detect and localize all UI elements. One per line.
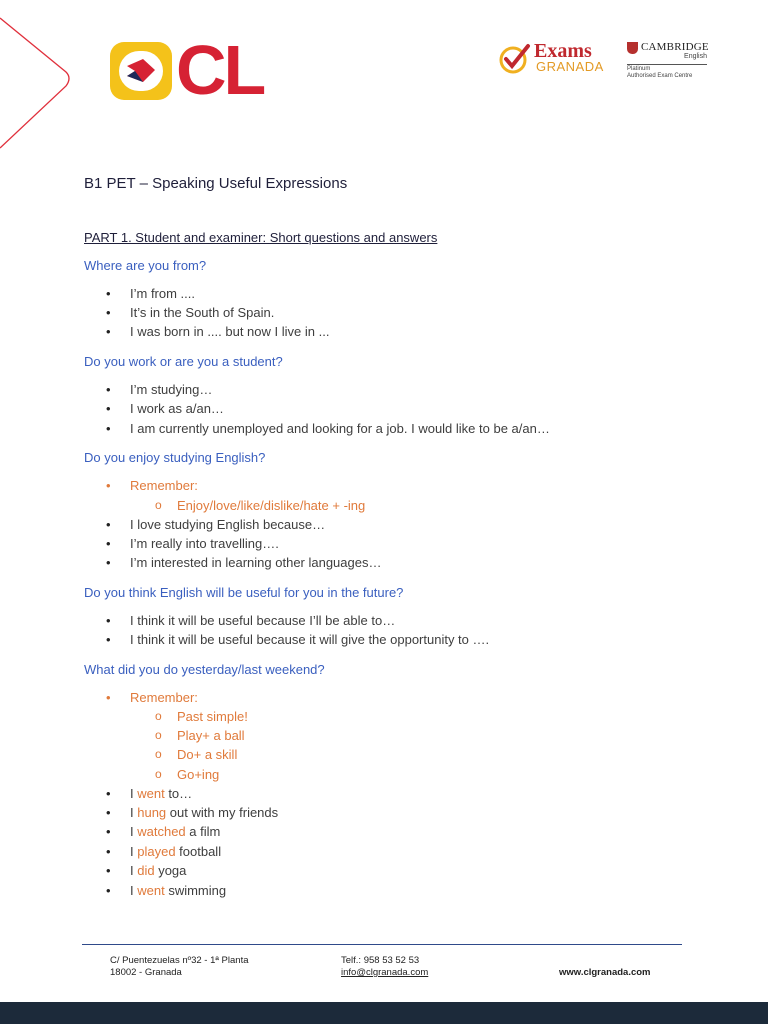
exams-text: Exams [534, 40, 592, 62]
question-heading: Do you enjoy studying English? [84, 450, 266, 465]
list-item: • I did yoga [130, 863, 186, 879]
list-item: • I am currently unemployed and looking for a job. I would like to be a/an… [130, 421, 550, 437]
list-item: • I think it will be useful because I’ll be able to… [130, 613, 395, 629]
list-item: • I work as a/an… [130, 401, 224, 417]
list-item: • I think it will be useful because it will give the opportunity to …. [130, 632, 489, 648]
question-heading: Do you work or are you a student? [84, 354, 283, 369]
remember-subitem: o Do+ a skill [177, 747, 237, 763]
bottom-bar [0, 1002, 768, 1024]
cambridge-english-text: English [684, 53, 707, 60]
list-item: • I’m interested in learning other languages… [130, 555, 381, 571]
granada-text: GRANADA [536, 59, 604, 74]
question-heading: What did you do yesterday/last weekend? [84, 662, 325, 677]
list-item: • I played football [130, 844, 221, 860]
list-item: • I’m from .... [130, 286, 195, 302]
remember-item: • Remember: [130, 690, 198, 706]
footer-divider [82, 944, 682, 945]
verb-highlight: went [137, 883, 165, 898]
part-title: PART 1. Student and examiner: Short questions and answers [84, 230, 438, 245]
list-item: • I went to… [130, 786, 192, 802]
list-item: • I’m studying… [130, 382, 212, 398]
verb-highlight: played [137, 844, 176, 859]
cambridge-centre-text: Authorised Exam Centre [627, 73, 693, 79]
verb-highlight: did [137, 863, 155, 878]
cambridge-text: CAMBRIDGE [641, 41, 709, 53]
cl-logo-text: CL [176, 31, 264, 109]
question-heading: Where are you from? [84, 258, 207, 273]
footer-website-link[interactable]: www.clgranada.com [559, 967, 651, 978]
cambridge-divider [627, 64, 707, 65]
checkmark-icon [498, 42, 532, 76]
footer-address-line1: C/ Puentezuelas nº32 - 1ª Planta [110, 955, 249, 966]
verb-highlight: watched [137, 824, 186, 839]
cambridge-shield-icon [627, 42, 638, 54]
footer-phone: Telf.: 958 53 52 53 [341, 955, 420, 966]
question-heading: Do you think English will be useful for you in the future? [84, 585, 404, 600]
cl-logo [110, 31, 280, 109]
cambridge-logo [627, 41, 709, 83]
list-item: • I was born in .... but now I live in ... [130, 324, 329, 340]
list-item: • I love studying English because… [130, 517, 325, 533]
cl-badge-icon [110, 42, 172, 100]
verb-highlight: hung [137, 805, 167, 820]
document-title: B1 PET – Speaking Useful Expressions [84, 175, 348, 192]
footer-address-line2: 18002 - Granada [110, 967, 182, 978]
list-item: • I watched a film [130, 824, 220, 840]
cambridge-platinum-text: Platinum [627, 66, 651, 72]
list-item: • It’s in the South of Spain. [130, 305, 274, 321]
list-item: • I’m really into travelling…. [130, 536, 279, 552]
list-item: • I hung out with my friends [130, 805, 278, 821]
remember-subitem: o Enjoy/love/like/dislike/hate + -ing [177, 498, 365, 514]
verb-highlight: went [137, 786, 165, 801]
remember-item: • Remember: [130, 478, 198, 494]
corner-decoration [0, 0, 80, 160]
remember-subitem: o Go+ing [177, 767, 219, 783]
remember-subitem: o Play+ a ball [177, 728, 245, 744]
list-item: • I went swimming [130, 883, 226, 899]
exams-granada-logo [498, 40, 610, 80]
footer-email-link[interactable]: info@clgranada.com [341, 967, 429, 978]
remember-subitem: o Past simple! [177, 709, 248, 725]
